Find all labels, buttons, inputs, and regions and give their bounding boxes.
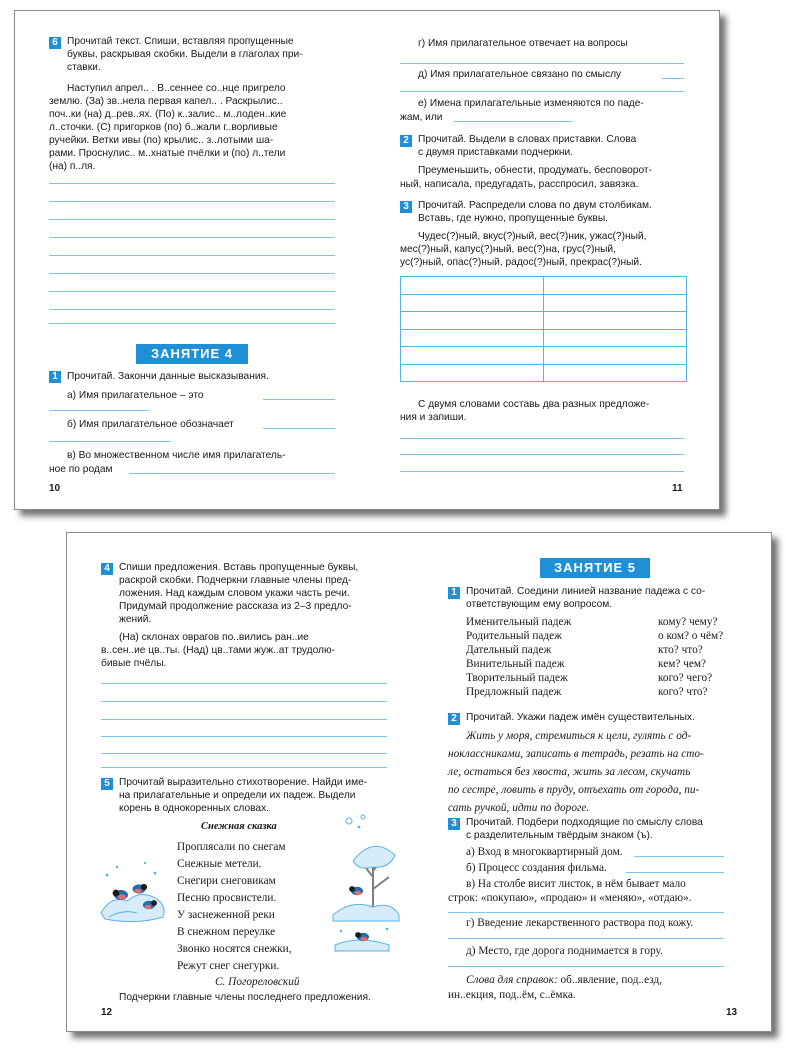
answer-line [634,856,724,857]
writing-line [101,736,387,737]
writing-line [400,471,684,472]
page-number: 12 [101,1007,113,1018]
exercise-text-line: л..сточки. (С) пригорков (по) б..жали г..ворливые [49,122,278,133]
definition-g: г) Введение лекарственного раствора под кожу. [466,917,694,929]
reference-list: ин..екция, под..ём, с..ёмка. [448,989,576,1001]
case-question[interactable]: кого? чего? [658,672,713,684]
case-question[interactable]: кому? чему? [658,616,718,628]
exercise-text-line: рами. Проснулис.. м..хнатые пчёлки и (по) л..тели [49,148,286,159]
writing-line [49,201,335,202]
exercise-text-line: по сестре, ловить в пруду, отъехать от города, пи- [448,784,700,796]
exercise-text-line: Наступил апрел.. . В..сеннее со..нце пригрело [67,83,286,94]
page-number: 11 [672,483,683,494]
exercise-text-line: Чудес(?)ный, вкус(?)ный, вес(?)ник, ужас(?)ный, [418,231,647,242]
writing-line [101,683,387,684]
task-number-badge: 4 [101,563,113,575]
statement-g: г) Имя прилагательное отвечает на вопросы [418,38,628,49]
poem-title: Снежная сказка [201,821,277,832]
definition-d: д) Место, где дорога поднимается в гору. [466,945,663,957]
answer-line [263,399,335,400]
writing-line [49,291,335,292]
poem-line: Звонко носятся снежки, [177,943,292,955]
writing-line [49,219,335,220]
task-instruction-line: ложения. Над каждым словом укажи часть речи. [119,588,350,599]
task-number-badge: 3 [400,201,412,213]
statement-v-line: в) Во множественном числе имя прилагатель- [67,450,286,461]
task-instruction-line: Подчеркни главные члены последнего предложения. [119,992,371,1003]
table-cell[interactable] [401,312,544,330]
exercise-text-line: сать ручкой, идти по дороге. [448,802,590,814]
case-question[interactable]: о ком? о чём? [658,630,724,642]
answer-line [49,441,171,442]
writing-line [101,767,387,768]
page-11 [368,11,720,509]
case-name[interactable]: Родительный падеж [466,630,562,642]
task-instruction-line: Прочитай. Укажи падеж имён существительных. [466,712,695,723]
bottom-spread [66,532,772,1032]
statement-b: б) Имя прилагательное обозначает [67,419,234,430]
writing-line [400,454,684,455]
writing-line [101,719,387,720]
definition-v-line: строк: «покупаю», «продаю» и «меняю», «отдаю». [448,892,692,904]
task-instruction-line: Вставь, где нужно, пропущенные буквы. [418,213,608,224]
answer-line [448,966,724,967]
page-10 [15,11,368,509]
writing-line [49,237,335,238]
table-cell[interactable] [544,329,687,347]
exercise-text-line: ный, написала, предугадать, расспросил, завязка. [400,179,639,190]
exercise-text-line: поч..ки (на) д..рев..ях. (По) к..залис.. м..лоден..кие [49,109,287,120]
definition-b: б) Процесс создания фильма. [466,862,607,874]
table-cell[interactable] [401,294,544,312]
task-instruction-line: раскрой скобки. Подчеркни главные члены пред- [119,575,352,586]
definition-v-line: в) На столбе висит листок, в нём бывает мало [466,878,686,890]
writing-line [49,323,335,324]
task-instruction-line: Прочитай выразительно стихотворение. Найди име- [119,777,368,788]
exercise-text-line: (на) п..ля. [49,161,96,172]
table-cell[interactable] [401,329,544,347]
statement-a: а) Имя прилагательное – это [67,390,204,401]
answer-line [49,410,149,411]
task-instruction-line: Прочитай текст. Спиши, вставляя пропущенные [67,36,294,47]
writing-line [49,273,335,274]
exercise-text-line: Жить у моря, стремиться к цели, гулять с од- [466,730,692,742]
reference-words [466,973,662,988]
two-column-table [400,276,687,382]
table-cell[interactable] [401,277,544,295]
case-name[interactable]: Творительный падеж [466,672,568,684]
case-question[interactable]: кого? что? [658,686,708,698]
lesson-title-banner: ЗАНЯТИЕ 4 [136,344,248,364]
table-cell[interactable] [544,277,687,295]
task-number-badge: 2 [448,713,460,725]
case-question[interactable]: кем? чем? [658,658,707,670]
answer-line [454,121,572,122]
task-number-badge: 5 [101,778,113,790]
task-instruction-line: жений. [119,614,152,625]
snowy-tree-illustration [329,811,401,961]
reference-list: об..явление, под..езд, [557,974,663,986]
exercise-text-line: (На) склонах оврагов по..вились ран..ие [119,632,309,643]
lesson-title-banner: ЗАНЯТИЕ 5 [540,558,650,578]
task-number-badge: 1 [448,587,460,599]
task-number-badge: 3 [448,818,460,830]
case-name[interactable]: Именительный падеж [466,616,572,628]
task-instruction-line: Прочитай. Распредели слова по двум столбикам. [418,200,652,211]
snow-bullfinch-illustration [97,855,169,927]
answer-line [129,473,335,474]
task-instruction-line: на прилагательные и определи их падеж. Выдели [119,790,356,801]
task-instruction-line: Придумай продолжение рассказа из 2–3 предло- [119,601,352,612]
writing-line [49,309,335,310]
poem-line: В снежном переулке [177,926,276,938]
statement-e-line: е) Имена прилагательные изменяются по паде- [418,98,644,109]
table-cell[interactable] [544,312,687,330]
writing-line [101,701,387,702]
task-instruction-line: корень в однокоренных словах. [119,803,270,814]
task-instruction-line: Прочитай. Закончи данные высказывания. [67,371,269,382]
task-number-badge: 1 [49,371,61,383]
task-instruction-line: Прочитай. Подбери подходящие по смыслу слова [466,817,703,828]
statement-v-line: ное по родам [49,464,113,475]
answer-line [662,78,684,79]
page-number: 10 [49,483,61,494]
table-cell[interactable] [401,364,544,382]
poem-line: Проплясали по снегам [177,841,286,853]
writing-line [49,183,335,184]
task-number-badge: 2 [400,135,412,147]
poem-line: Песню просвистели. [177,892,277,904]
exercise-text-line: бивые пчёлы. [101,658,167,669]
task-instruction-line: Спиши предложения. Вставь пропущенные буквы, [119,562,359,573]
poem-line: Режут снег снегурки. [177,960,280,972]
table-cell[interactable] [401,347,544,365]
poem-author: С. Погореловский [215,976,300,988]
answer-line [400,63,684,64]
writing-line [400,438,684,439]
answer-line [400,91,684,92]
task-instruction-line: Прочитай. Выдели в словах приставки. Слова [418,134,637,145]
page-13 [420,533,772,1031]
task-number-badge: 6 [49,37,61,49]
answer-line [448,938,724,939]
poem-line: У заснеженной реки [177,909,275,921]
table-cell[interactable] [544,294,687,312]
task-instruction-line: с разделительным твёрдым знаком (ъ). [466,830,653,841]
exercise-text-line: в..сен..ие цв..ты. (Над) цв..тами жуж..ат трудолю- [101,645,335,656]
task-instruction-line: ставки. [67,62,101,73]
table-cell[interactable] [544,347,687,365]
case-question[interactable]: кто? что? [658,644,703,656]
answer-line [263,428,335,429]
top-spread [14,10,720,510]
exercise-text-line: Преуменьшить, обнести, продумать, бесповорот- [418,165,652,176]
task-instruction-line: ответствующим ему вопросом. [466,599,613,610]
exercise-text-line: ле, остаться без хвоста, жить за лесом, скучать [448,766,691,778]
page-12 [67,533,420,1031]
writing-line [49,255,335,256]
definition-a: а) Вход в многоквартирный дом. [466,846,623,858]
statement-d: д) Имя прилагательное связано по смыслу [418,69,622,80]
exercise-text-line: ноклассниками, записать в тетрадь, резать на сто- [448,748,704,760]
case-name[interactable]: Дательный падеж [466,644,552,656]
task-instruction-line: С двумя словами составь два разных предложе- [418,399,650,410]
answer-line [626,872,724,873]
exercise-text-line: ручейки. Ветки ивы (по) крылис.. з..лотыми ша- [49,135,274,146]
page-number: 13 [726,1007,738,1018]
task-instruction-line: буквы, раскрывая скобки. Выдели в глаголах при- [67,49,303,60]
exercise-text-line: мес(?)ный, капус(?)ный, вес(?)на, грус(?)ный, [400,244,616,255]
statement-e-line: жам, или [400,112,443,123]
task-instruction-line: с двумя приставками подчеркни. [418,147,574,158]
writing-line [101,753,387,754]
task-instruction-line: ния и запиши. [400,412,467,423]
case-name[interactable]: Винительный падеж [466,658,565,670]
task-instruction-line: Прочитай. Соедини линией название падежа с со- [466,586,706,597]
table-cell[interactable] [544,364,687,382]
case-name[interactable]: Предложный падеж [466,686,562,698]
reference-label: Слова для справок: [466,974,558,986]
exercise-text-line: ус(?)ный, опас(?)ный, радос(?)ный, прекрас(?)ный. [400,257,642,268]
poem-line: Снежные метели. [177,858,262,870]
exercise-text-line: землю. (За) зв..нела первая капел.. . Раскрылис.. [49,96,283,107]
answer-line [448,912,724,913]
poem-line: Снегири снеговикам [177,875,276,887]
